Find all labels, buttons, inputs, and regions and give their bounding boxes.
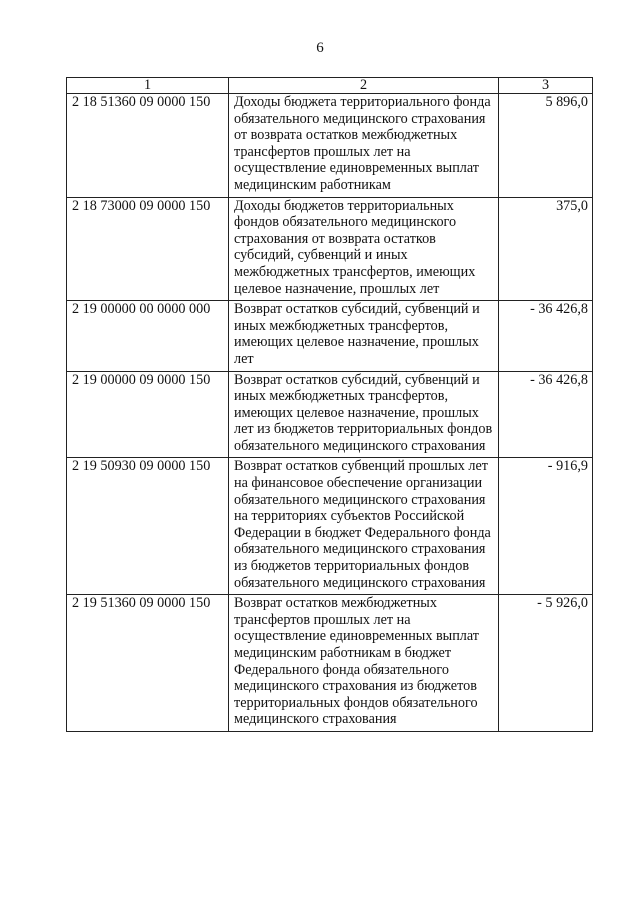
table-row (67, 595, 593, 732)
amount-cell: 5 896,0 (499, 94, 593, 198)
amount-cell: - 5 926,0 (499, 595, 593, 732)
budget-code-cell: 2 18 73000 09 0000 150 (67, 197, 229, 301)
description-cell: Возврат остатков субвенций прошлых лет на финансовое обеспечение организации обязательного медицинского страхования на территориях субъектов Российской Федерации в бюджет Федерального фонда обязательного медицинского страхования из бюджетов территориальных фондов обязательного медицинского страхования (229, 458, 499, 595)
description-cell: Доходы бюджетов территориальных фондов обязательного медицинского страхования от возврата остатков субсидий, субвенций и иных межбюджетных трансфертов, имеющих целевое назначение, прошлых лет (229, 197, 499, 301)
description-cell: Возврат остатков субсидий, субвенций и иных межбюджетных трансфертов, имеющих целевое назначение, прошлых лет из бюджетов территориальных фондов обязательного медицинского страхования (229, 371, 499, 458)
table-row (67, 458, 593, 595)
table-header-row (67, 78, 593, 94)
table-row (67, 94, 593, 198)
budget-table (66, 77, 593, 732)
table-row (67, 301, 593, 371)
table-row (67, 371, 593, 458)
amount-cell: - 36 426,8 (499, 371, 593, 458)
column-header-code: 1 (67, 78, 229, 94)
budget-code-cell: 2 19 00000 09 0000 150 (67, 371, 229, 458)
column-header-amount: 3 (499, 78, 593, 94)
budget-code-cell: 2 18 51360 09 0000 150 (67, 94, 229, 198)
page-number: 6 (316, 40, 324, 56)
description-cell: Возврат остатков межбюджетных трансфертов прошлых лет на осуществление единовременных выплат медицинским работникам в бюджет Федерального фонда обязательного медицинского страхования из бюджетов территориальных фондов обязательного медицинского страхования (229, 595, 499, 732)
budget-code-cell: 2 19 51360 09 0000 150 (67, 595, 229, 732)
description-cell: Доходы бюджета территориального фонда обязательного медицинского страхования от возврата остатков межбюджетных трансфертов прошлых лет на осуществление единовременных выплат медицинским работникам (229, 94, 499, 198)
amount-cell: - 916,9 (499, 458, 593, 595)
budget-code-cell: 2 19 00000 00 0000 000 (67, 301, 229, 371)
amount-cell: - 36 426,8 (499, 301, 593, 371)
column-header-description: 2 (229, 78, 499, 94)
table-row (67, 197, 593, 301)
budget-code-cell: 2 19 50930 09 0000 150 (67, 458, 229, 595)
description-cell: Возврат остатков субсидий, субвенций и иных межбюджетных трансфертов, имеющих целевое назначение, прошлых лет (229, 301, 499, 371)
amount-cell: 375,0 (499, 197, 593, 301)
